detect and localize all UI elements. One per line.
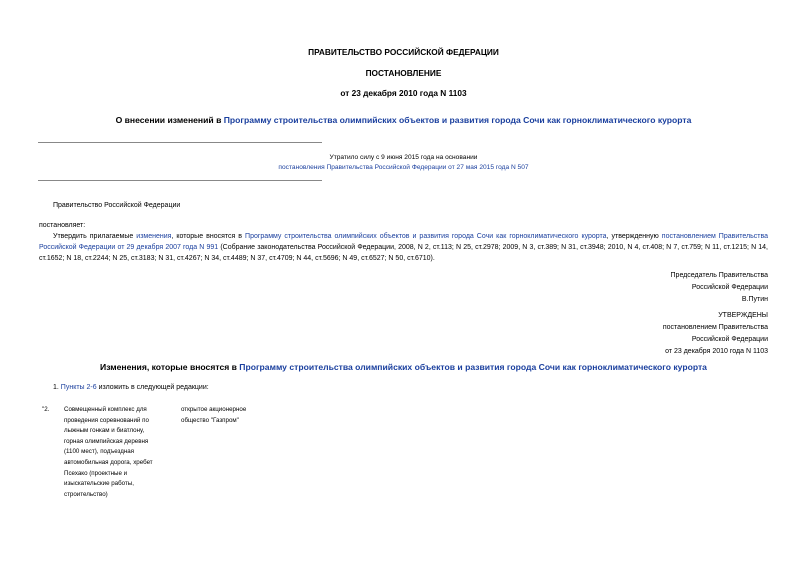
- object-line: изыскательские работы,: [64, 480, 134, 488]
- government-subject: Правительство Российской Федерации: [53, 202, 181, 209]
- table-object-cell: [64, 405, 176, 500]
- decree-text-a: Утвердить прилагаемые: [53, 233, 137, 240]
- object-line: (1100 мест), подъездная: [64, 448, 135, 456]
- signature-country: Российской Федерации: [691, 284, 768, 291]
- notice-top-rule: [38, 142, 322, 143]
- notice-bottom-rule: [38, 180, 322, 181]
- item-1-text: изложить в следующей редакции:: [96, 384, 209, 391]
- item-1: [53, 384, 209, 391]
- approval-line3: Российской Федерации: [691, 336, 768, 343]
- repeal-notice-link[interactable]: постановления Правительства Российской Федерации от 27 мая 2015 года N 507: [278, 164, 529, 171]
- customer-line: общество "Газпром": [181, 416, 239, 424]
- object-line: Совмещенный комплекс для: [64, 406, 147, 413]
- title-program-link[interactable]: Программу строительства олимпийских объектов и развития города Сочи как горноклиматического курорта: [223, 115, 692, 125]
- approval-line4: от 23 декабря 2010 года N 1103: [665, 348, 768, 355]
- document-title: [0, 115, 807, 125]
- document-type: ПОСТАНОВЛЕНИЕ: [365, 68, 442, 78]
- signature-name: В.Путин: [741, 296, 768, 303]
- decree-text-b: , которые вносятся в: [171, 233, 246, 240]
- table-row-number: "2.: [42, 406, 50, 413]
- document-date-number: от 23 декабря 2010 года N 1103: [340, 88, 467, 98]
- decree-text-c: , утвержденную: [606, 233, 662, 240]
- items-2-6-link[interactable]: Пункты 2-6: [60, 384, 97, 391]
- table-customer-cell: [181, 405, 271, 426]
- repeal-notice-text: Утратило силу с 9 июня 2015 года на основании: [329, 154, 478, 161]
- decree-paragraph: [39, 231, 768, 264]
- object-line: строительство): [64, 490, 108, 498]
- customer-line: открытое акционерное: [181, 406, 247, 413]
- title-prefix: О внесении изменений в: [115, 115, 224, 125]
- repeal-notice: [0, 153, 807, 173]
- object-line: автомобильная дорога, хребет: [64, 458, 153, 466]
- object-line: проведения соревнований по: [64, 416, 149, 424]
- approval-title: УТВЕРЖДЕНЫ: [718, 312, 768, 319]
- approval-line2: постановлением Правительства: [662, 324, 768, 331]
- changes-title: [0, 362, 807, 372]
- object-line: горная олимпийская деревня: [64, 437, 149, 445]
- object-line: Псехако (проектные и: [64, 469, 128, 477]
- changes-title-link[interactable]: Программу строительства олимпийских объектов и развития города Сочи как горноклиматического курорта: [239, 362, 707, 372]
- changes-link[interactable]: изменения: [136, 233, 172, 240]
- program-link[interactable]: Программу строительства олимпийских объектов и развития города Сочи как горноклиматического курорта: [245, 233, 607, 240]
- approval-block: [663, 310, 768, 358]
- resolution-991-link[interactable]: постановлением Правительства Российской Федерации от 29 декабря 2007 года N 991: [39, 233, 768, 251]
- item-1-number: 1.: [53, 384, 61, 391]
- changes-title-prefix: Изменения, которые вносятся в: [100, 362, 240, 372]
- signature-position: Председатель Правительства: [670, 272, 768, 279]
- decrees-word: постановляет:: [39, 222, 86, 229]
- government-name: ПРАВИТЕЛЬСТВО РОССИЙСКОЙ ФЕДЕРАЦИИ: [308, 47, 499, 57]
- decree-text-d: (Собрание законодательства Российской Федерации, 2008, N 2, ст.113; N 25, ст.2978; 2009, N 3, ст.389; N 31, ст.3948; 2010, N 4, ст.408; N 7, ст.759; N 11, ст.1215; N 14, ст.1652; N 18, ст.2244; N 25, ст.3183; N 31, ст.4267; N 34, ст.4489; N 37, ст.4709; N 44, ст.5696; N 49, ст.6527; N 50, ст.6710).: [39, 244, 769, 262]
- object-line: лыжным гонкам и биатлону,: [64, 427, 145, 435]
- signature-block: [671, 270, 768, 306]
